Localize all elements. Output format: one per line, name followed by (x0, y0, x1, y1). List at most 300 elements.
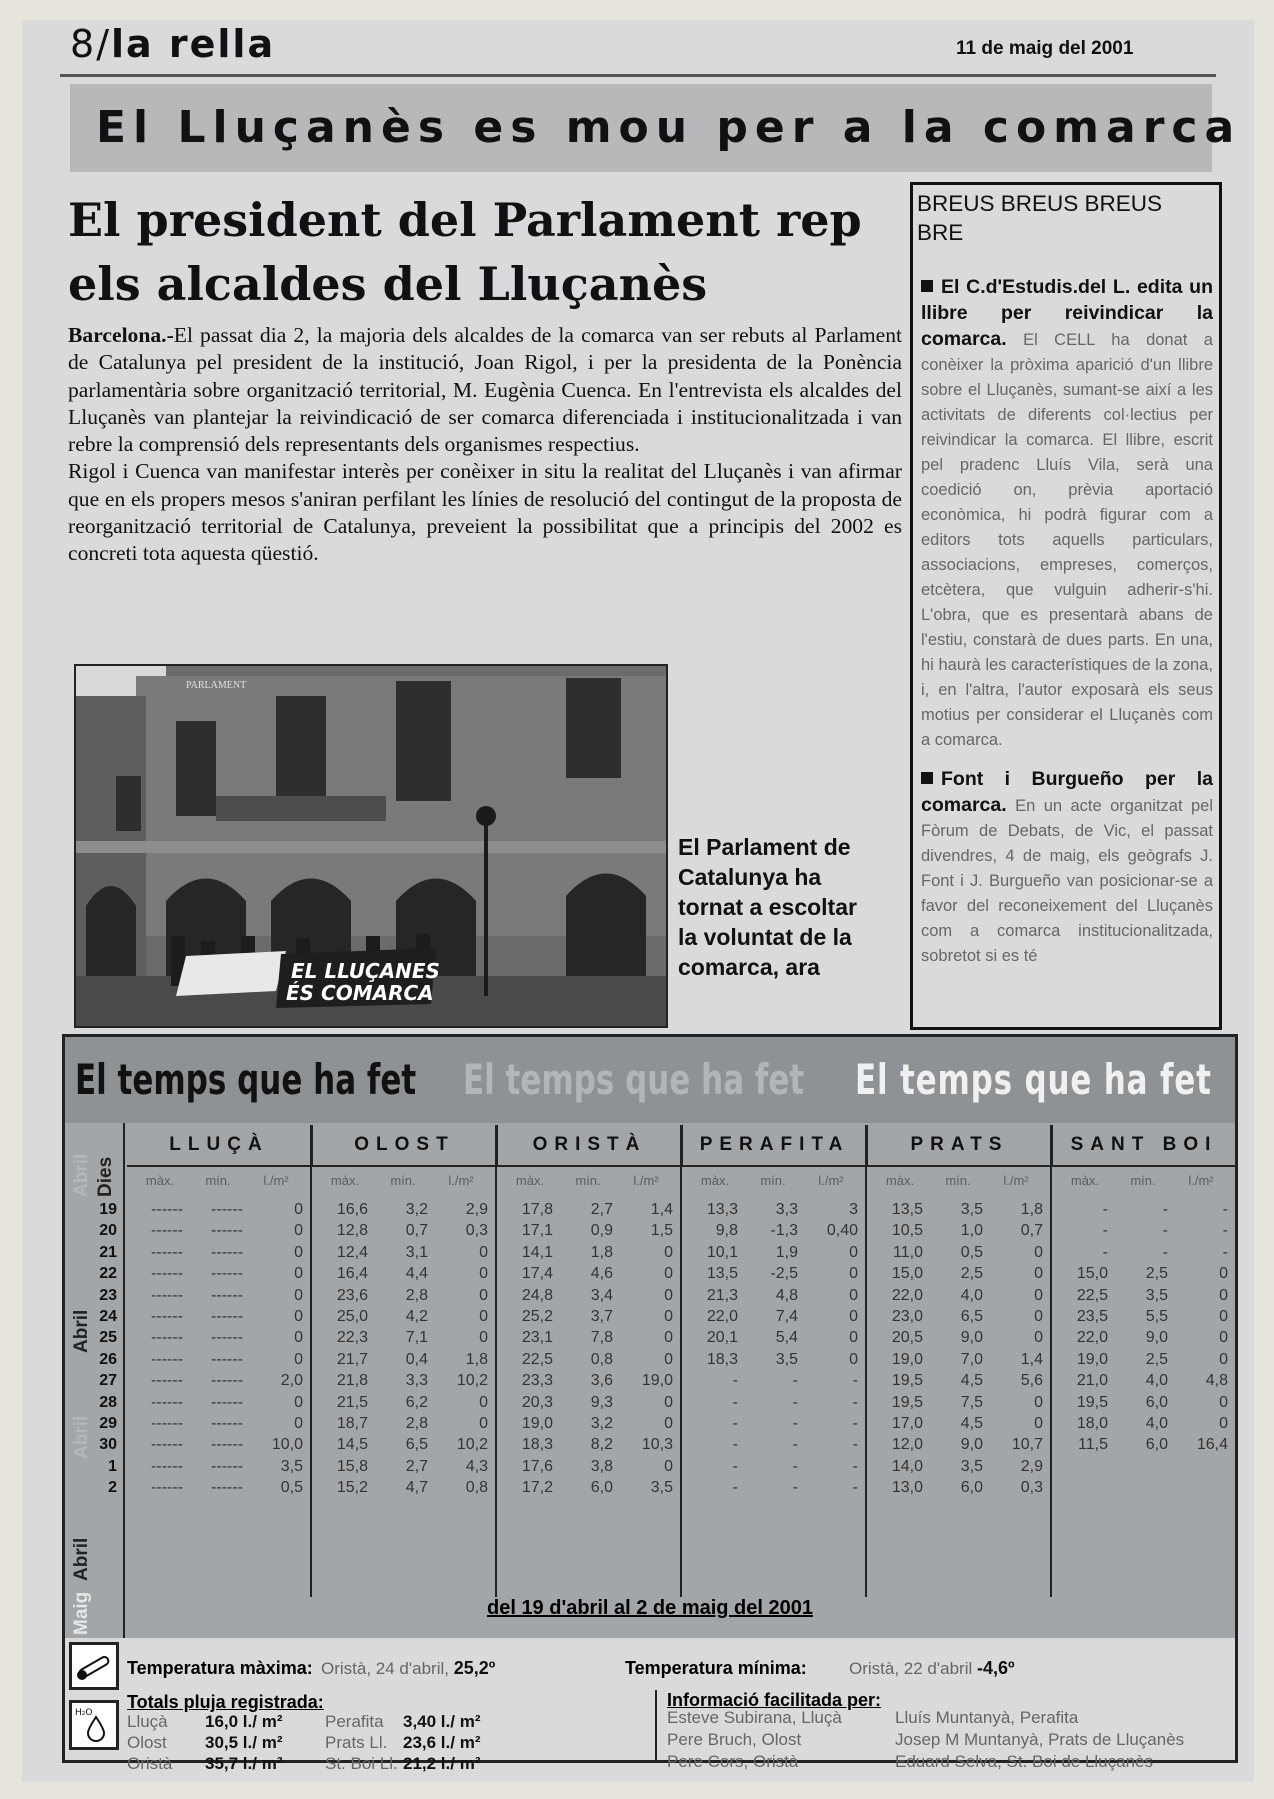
weather-cell: 6,5 (960, 1308, 983, 1325)
weather-cell: 0,7 (1020, 1222, 1043, 1240)
column-subheader: l./m² (818, 1173, 844, 1188)
weather-cell: -1,3 (770, 1222, 798, 1240)
dateline: Barcelona.- (68, 323, 174, 347)
weather-cell: - (792, 1457, 798, 1475)
header-rule (60, 74, 1216, 77)
weather-cell: 16,4 (1196, 1436, 1228, 1454)
weather-cell: ------ (151, 1415, 183, 1432)
day-number: 30 (99, 1436, 117, 1454)
weather-cell: 0,3 (465, 1222, 488, 1240)
weather-cell: - (1222, 1201, 1228, 1218)
station-perafita: PERAFITA (682, 1125, 867, 1166)
weather-cell: 0 (849, 1286, 858, 1304)
weather-cell: 3,5 (1145, 1286, 1168, 1304)
weather-cell: - (1102, 1201, 1108, 1218)
weather-cell: 0 (849, 1308, 858, 1325)
paragraph-2: Rigol i Cuenca van manifestar interès per conèixer in situ la realitat del Lluçanès i van afirmar que en els propers mesos s'aniran perfilant les línies de resolució del contingut de la proposta de reorganització territorial de Catalunya, preveient la possibilitat que a principis del 2002 es concreti tota aquesta qüestió. (68, 459, 902, 566)
weather-cell: - (732, 1415, 738, 1432)
breus-items (921, 275, 1213, 983)
weather-cell: 5,5 (1145, 1308, 1168, 1325)
weather-cell: 2,9 (1020, 1457, 1043, 1475)
weather-cell: 3,7 (590, 1308, 613, 1325)
day-number: 23 (99, 1286, 117, 1304)
weather-cell: 1,0 (960, 1222, 983, 1240)
weather-cell: 18,3 (521, 1436, 553, 1454)
rain-value: 30,5 l./ m² (205, 1733, 283, 1752)
weather-cell: 14,5 (336, 1436, 368, 1454)
weather-cell: 0 (664, 1243, 673, 1261)
weather-cell: ------ (211, 1243, 243, 1261)
weather-cell: 0 (1219, 1415, 1228, 1432)
paragraph-1: Barcelona.-El passat dia 2, la majoria dels alcaldes de la comarca van ser rebuts al Parlament de Catalunya pel president de la institució, Joan Rigol, i per la presidenta de la Ponència parlamentària sobre organització territorial, M. Eugènia Cuenca. En l'entrevista els alcaldes del Lluçanès van plantejar la reivindicació de ser comarca diferenciada i institucionalitzada i van rebre la comprensió dels representants dels organismes respectius. (68, 323, 902, 457)
column-subheader: l./m² (1003, 1173, 1029, 1188)
protest-banner-line-2: ÉS COMARCA (286, 981, 434, 1005)
weather-cell: 4,2 (405, 1308, 428, 1325)
weather-cell: 4,0 (1145, 1415, 1168, 1432)
station-olost: OLOST (312, 1125, 497, 1166)
weather-cell: 18,0 (1076, 1415, 1108, 1432)
weather-cell: 0 (1034, 1265, 1043, 1283)
weather-cell: 1,9 (775, 1243, 798, 1261)
bullet-square-icon (921, 280, 933, 292)
weather-cell: 21,5 (336, 1393, 368, 1411)
weather-cell: 15,8 (336, 1457, 368, 1475)
weather-cell: 7,5 (960, 1393, 983, 1411)
day-number: 21 (99, 1243, 117, 1261)
weather-cell: -2,5 (770, 1265, 798, 1283)
day-number: 27 (99, 1372, 117, 1390)
weather-cell: ------ (211, 1286, 243, 1304)
weather-cell: 10,0 (271, 1436, 303, 1454)
weather-cell: 7,1 (405, 1329, 428, 1347)
article-headline: El president del Parlament rep els alcaldes del Lluçanès (68, 193, 862, 311)
weather-cell: 0 (479, 1415, 488, 1432)
weather-cell: 4,7 (405, 1479, 428, 1497)
weather-cell: 0 (849, 1329, 858, 1347)
weather-cell: 4,3 (465, 1457, 488, 1475)
weather-cell: 4,8 (1205, 1372, 1228, 1390)
weather-cell: - (1102, 1222, 1108, 1240)
weather-cell: 3 (849, 1201, 858, 1218)
weather-cell: 1,5 (650, 1222, 673, 1240)
weather-cell: 13,5 (891, 1201, 923, 1218)
weather-cell: 23,5 (1076, 1308, 1108, 1325)
weather-cell: 23,6 (336, 1286, 368, 1304)
weather-cell: 13,5 (706, 1265, 738, 1283)
weather-cell: 10,1 (706, 1243, 738, 1261)
weather-cell: 0 (664, 1308, 673, 1325)
weather-cell: 11,0 (893, 1243, 923, 1261)
weather-cell: 2,7 (405, 1457, 428, 1475)
weather-cell: - (732, 1479, 738, 1497)
weather-cell: 19,5 (1076, 1393, 1108, 1411)
min-temp-value: Oristà, 22 d'abril -4,6º (849, 1658, 1015, 1678)
weather-cell: ------ (151, 1457, 183, 1475)
day-number: 29 (99, 1415, 117, 1432)
weather-cell: - (1102, 1243, 1108, 1261)
column-subheader: mín. (760, 1173, 786, 1188)
rain-title: Totals pluja registrada: (127, 1692, 324, 1712)
rain-place: Lluçà (127, 1712, 168, 1731)
weather-cell: 0 (1034, 1243, 1043, 1261)
weather-cell: 2,5 (960, 1265, 983, 1283)
weather-cell: 0 (1219, 1393, 1228, 1411)
weather-cell: 10,5 (891, 1222, 923, 1240)
weather-title-echo-light: El temps que ha fet (855, 1055, 1212, 1104)
weather-cell: 22,3 (336, 1329, 368, 1347)
weather-cell: 2,8 (405, 1286, 428, 1304)
section-banner-text: El Lluçanès es mou per a la comarca (96, 102, 1242, 153)
weather-cell: 5,4 (775, 1329, 798, 1347)
weather-cell: 10,2 (456, 1436, 488, 1454)
breus-item-2: Font i Burgueño per la comarca. En un acte organitzat pel Fòrum de Debats, de Vic, el passat divendres, 4 de maig, els geògrafs J. Font i J. Burgueño van posicionar-se a favor del reconeixement del Lluçanès com a comarca institucionalitzada, sobretot si es té (921, 768, 1213, 965)
weather-cell: 11,5 (1078, 1436, 1108, 1454)
weather-cell: 4,8 (775, 1286, 798, 1304)
weather-cell: 0 (849, 1265, 858, 1283)
weather-cell: 15,2 (336, 1479, 368, 1497)
weather-cell: 0,4 (405, 1350, 428, 1368)
weather-cell: 1,4 (650, 1201, 673, 1218)
weather-title: El temps que ha fet (75, 1055, 417, 1104)
weather-cell: 7,4 (775, 1308, 798, 1325)
day-number: 22 (99, 1265, 117, 1283)
weather-cell: ------ (211, 1457, 243, 1475)
weather-cell: 0 (479, 1286, 488, 1304)
weather-cell: 0 (294, 1222, 303, 1240)
weather-cell: 0 (664, 1350, 673, 1368)
day-number: 25 (99, 1329, 117, 1347)
breus-sidebar (910, 182, 1222, 1030)
weather-cell: 2,5 (1145, 1350, 1168, 1368)
weather-cell: 20,3 (521, 1393, 553, 1411)
bullet-square-icon (921, 772, 933, 784)
weather-title-bar (65, 1037, 1235, 1123)
weather-cell: 22,5 (1076, 1286, 1108, 1304)
article-body (68, 322, 902, 568)
min-temp-label: Temperatura mínima: (625, 1658, 807, 1678)
column-subheader: màx. (145, 1173, 175, 1188)
column-subheader: l./m² (263, 1173, 289, 1188)
weather-cell: 4,6 (590, 1265, 613, 1283)
weather-cell: 18,7 (336, 1415, 368, 1432)
weather-cell: 0 (849, 1350, 858, 1368)
weather-cell: 23,3 (521, 1372, 553, 1390)
rain-divider (655, 1690, 657, 1760)
weather-cell: 6,0 (960, 1479, 983, 1497)
info-source: Esteve Subirana, Lluçà (667, 1708, 842, 1727)
weather-cell: ------ (151, 1372, 183, 1390)
column-subheader: mín. (575, 1173, 601, 1188)
weather-cell: 0 (1219, 1329, 1228, 1347)
weather-cell: 23,1 (521, 1329, 553, 1347)
info-source: Pere Cors, Oristà (667, 1752, 799, 1771)
weather-cell: 25,0 (336, 1308, 368, 1325)
weather-cell: 0 (479, 1308, 488, 1325)
rain-place: Perafita (325, 1712, 384, 1731)
month-label: Abril (71, 1153, 92, 1197)
column-subheader: màx. (330, 1173, 360, 1188)
weather-cell: 0 (664, 1286, 673, 1304)
weather-cell: 13,3 (706, 1201, 738, 1218)
weather-cell: 3,5 (960, 1457, 983, 1475)
weather-cell: 15,0 (1076, 1265, 1108, 1283)
info-source: Lluís Muntanyà, Perafita (895, 1708, 1079, 1727)
station-prats: PRATS (867, 1125, 1052, 1166)
weather-cell: 17,2 (521, 1479, 553, 1497)
weather-cell: 2,5 (1145, 1265, 1168, 1283)
weather-cell: - (852, 1415, 858, 1432)
weather-cell: 2,8 (405, 1415, 428, 1432)
weather-cell: 23,0 (891, 1308, 923, 1325)
weather-cell: 3,5 (280, 1457, 303, 1475)
weather-cell: 3,1 (405, 1243, 428, 1261)
weather-cell: 3,4 (590, 1286, 613, 1304)
rain-value: 35,7 l./ m² (205, 1754, 283, 1773)
weather-cell: ------ (151, 1436, 183, 1454)
day-number: 20 (99, 1222, 117, 1240)
weather-cell: 0 (664, 1457, 673, 1475)
weather-cell: 0 (294, 1329, 303, 1347)
rain-value: 21,2 l./ m² (403, 1754, 481, 1773)
weather-cell: 1,8 (590, 1243, 613, 1261)
weather-cell: 10,2 (456, 1372, 488, 1390)
weather-cell: 17,4 (521, 1265, 553, 1283)
weather-cell: - (1162, 1243, 1168, 1261)
weather-cell: 24,8 (521, 1286, 553, 1304)
weather-cell: 0 (294, 1265, 303, 1283)
breus-item-1-title: El C.d'Estudis.del L. edita un llibre per reivindicar la comarca. (921, 276, 1213, 350)
weather-cell: 0,5 (960, 1243, 983, 1261)
weather-cell: 3,8 (590, 1457, 613, 1475)
weather-cell: 0 (1219, 1286, 1228, 1304)
month-label: Abril (71, 1415, 92, 1459)
weather-cell: 0 (479, 1243, 488, 1261)
station-sant-boi: SANT BOI (1052, 1125, 1235, 1166)
column-subheader: l./m² (633, 1173, 659, 1188)
weather-cell: 9,0 (960, 1436, 983, 1454)
weather-cell: 18,3 (706, 1350, 738, 1368)
weather-cell: ------ (211, 1479, 243, 1497)
info-source: Eduard Selva, St. Boi de Lluçanès (895, 1752, 1153, 1771)
weather-cell: 10,3 (641, 1436, 673, 1454)
max-temp-value: Oristà, 24 d'abril, 25,2º (321, 1658, 496, 1678)
weather-cell: 0 (294, 1286, 303, 1304)
weather-cell: 6,5 (405, 1436, 428, 1454)
weather-cell: ------ (151, 1243, 183, 1261)
temperature-extremes (62, 1638, 1238, 1693)
weather-cell: 4,4 (405, 1265, 428, 1283)
parliament-photo (74, 664, 668, 1028)
weather-cell: 0 (294, 1393, 303, 1411)
thermometer-icon (69, 1642, 119, 1690)
weather-cell: ------ (151, 1201, 183, 1218)
column-subheader: mín. (1130, 1173, 1156, 1188)
weather-cell: 19,0 (641, 1372, 673, 1390)
station-llucà: LLUÇÀ (127, 1125, 312, 1166)
weather-cell: 16,4 (336, 1265, 368, 1283)
weather-cell: 2,0 (280, 1372, 303, 1390)
protest-banner-line-1: EL LLUÇANES (291, 959, 440, 983)
weather-cell: - (732, 1372, 738, 1390)
weather-cell: 4,0 (1145, 1372, 1168, 1390)
weather-cell: 0 (479, 1329, 488, 1347)
weather-cell: - (792, 1479, 798, 1497)
weather-cell: 3,5 (650, 1479, 673, 1497)
weather-cell: ------ (151, 1479, 183, 1497)
weather-cell: 10,7 (1011, 1436, 1043, 1454)
info-source: Josep M Muntanyà, Prats de Lluçanès (895, 1730, 1185, 1749)
rain-place: Prats Ll. (325, 1733, 388, 1752)
weather-cell: ------ (211, 1329, 243, 1347)
weather-cell: 3,3 (775, 1201, 798, 1218)
weather-cell: 22,0 (1076, 1329, 1108, 1347)
weather-cell: 12,0 (891, 1436, 923, 1454)
weather-cell: 0 (849, 1243, 858, 1261)
rain-value: 16,0 l./ m² (205, 1712, 283, 1731)
weather-cell: 19,5 (891, 1372, 923, 1390)
weather-cell: - (1222, 1243, 1228, 1261)
column-subheader: màx. (515, 1173, 545, 1188)
photo-sign-text: PARLAMENT (186, 680, 247, 691)
weather-cell: - (852, 1436, 858, 1454)
weather-cell: ------ (211, 1308, 243, 1325)
weather-cell: 9,0 (960, 1329, 983, 1347)
weather-cell: 6,0 (1145, 1436, 1168, 1454)
weather-cell: 0,40 (826, 1222, 858, 1240)
column-subheader: l./m² (448, 1173, 474, 1188)
weather-cell: 21,7 (336, 1350, 368, 1368)
weather-cell: 12,8 (336, 1222, 368, 1240)
rain-value: 3,40 l./ m² (403, 1712, 481, 1731)
month-label: Abril (71, 1309, 92, 1353)
weather-cell: ------ (211, 1201, 243, 1218)
weather-cell: 7,8 (590, 1329, 613, 1347)
column-subheader: mín. (205, 1173, 231, 1188)
weather-cell: 2,7 (590, 1201, 613, 1218)
weather-cell: - (792, 1372, 798, 1390)
weather-cell: - (1162, 1201, 1168, 1218)
weather-cell: 21,3 (706, 1286, 738, 1304)
parliament-building-image (76, 666, 666, 1026)
weather-cell: 4,5 (960, 1372, 983, 1390)
column-subheader: mín. (390, 1173, 416, 1188)
photo-caption: El Parlament de Catalunya ha tornat a escoltar la voluntat de la comarca, ara (678, 834, 857, 980)
day-number: 1 (108, 1457, 117, 1475)
weather-cell: 0 (1219, 1308, 1228, 1325)
weather-cell: 0 (294, 1201, 303, 1218)
weather-cell: 0 (664, 1415, 673, 1432)
weather-cell: 0 (1034, 1415, 1043, 1432)
weather-cell: 0,5 (280, 1479, 303, 1497)
weather-cell: ------ (151, 1308, 183, 1325)
month-label: Abril (71, 1537, 92, 1581)
weather-cell: 0,8 (590, 1350, 613, 1368)
weather-cell: 0,7 (405, 1222, 428, 1240)
weather-cell: 3,5 (775, 1350, 798, 1368)
weather-cell: 6,0 (1145, 1393, 1168, 1411)
weather-cell: 22,0 (706, 1308, 738, 1325)
column-subheader: l./m² (1188, 1173, 1214, 1188)
info-title: Informació facilitada per: (667, 1690, 882, 1710)
weather-cell: 0 (664, 1265, 673, 1283)
weather-cell: 0 (1219, 1265, 1228, 1283)
weather-cell: 14,1 (521, 1243, 553, 1261)
weather-cell: 3,2 (590, 1415, 613, 1432)
weather-cell: 17,1 (521, 1222, 553, 1240)
section-banner (70, 84, 1242, 172)
weather-cell: 19,0 (521, 1415, 553, 1432)
weather-cell: 0 (1034, 1329, 1043, 1347)
weather-cell: 19,0 (891, 1350, 923, 1368)
weather-cell: - (792, 1415, 798, 1432)
weather-cell: - (732, 1457, 738, 1475)
weather-cell: ------ (211, 1350, 243, 1368)
weather-cell: 3,6 (590, 1372, 613, 1390)
weather-cell: 22,0 (891, 1286, 923, 1304)
weather-cell: 17,0 (891, 1415, 923, 1432)
month-label: Maig (71, 1591, 92, 1635)
weather-cell: 17,6 (521, 1457, 553, 1475)
weather-cell: ------ (211, 1415, 243, 1432)
weather-cell: 0 (1034, 1393, 1043, 1411)
weather-cell: 17,8 (521, 1201, 553, 1218)
weather-cell: 0,3 (1020, 1479, 1043, 1497)
weather-cell: ------ (151, 1329, 183, 1347)
weather-cell: 19,5 (891, 1393, 923, 1411)
weather-cell: 3,3 (405, 1372, 428, 1390)
weather-cell: 0 (479, 1393, 488, 1411)
weather-cell: 19,0 (1076, 1350, 1108, 1368)
weather-cell: - (792, 1436, 798, 1454)
weather-cell: - (852, 1393, 858, 1411)
water-drop-icon (69, 1700, 119, 1750)
column-subheader: màx. (1070, 1173, 1100, 1188)
weather-cell: 0 (294, 1308, 303, 1325)
weather-title-echo: El temps que ha fet (463, 1055, 805, 1104)
weather-cell: 0 (1034, 1286, 1043, 1304)
weather-cell: - (852, 1372, 858, 1390)
weather-cell: 16,6 (336, 1201, 368, 1218)
weather-cell: - (732, 1436, 738, 1454)
breus-item-2-title: Font i Burgueño per la comarca. (921, 768, 1213, 816)
info-source: Pere Bruch, Olost (667, 1730, 802, 1749)
weather-cell: 1,8 (465, 1350, 488, 1368)
weather-cell: 22,5 (521, 1350, 553, 1368)
svg-text:H₂O: H₂O (75, 1708, 93, 1718)
weather-cell: 3,2 (405, 1201, 428, 1218)
weather-cell: 0 (664, 1329, 673, 1347)
column-subheader: màx. (700, 1173, 730, 1188)
weather-cell: 21,0 (1076, 1372, 1108, 1390)
weather-cell: 7,0 (960, 1350, 983, 1368)
weather-cell: ------ (211, 1265, 243, 1283)
weather-cell: ------ (211, 1372, 243, 1390)
issue-date: 11 de maig del 2001 (956, 38, 1134, 59)
period-range: del 19 d'abril al 2 de maig del 2001 (486, 1597, 813, 1619)
weather-cell: 0 (1034, 1308, 1043, 1325)
weather-cell: 5,6 (1020, 1372, 1043, 1390)
weather-cell: ------ (211, 1393, 243, 1411)
weather-cell: - (852, 1457, 858, 1475)
weather-cell: 0 (664, 1393, 673, 1411)
day-number: 26 (99, 1350, 117, 1368)
weather-cell: 9,3 (590, 1393, 613, 1411)
column-subheader: mín. (945, 1173, 971, 1188)
weather-cell: 9,0 (1145, 1329, 1168, 1347)
weather-cell: ------ (211, 1222, 243, 1240)
weather-cell: 20,1 (706, 1329, 738, 1347)
rain-place: Oristà (127, 1754, 173, 1773)
